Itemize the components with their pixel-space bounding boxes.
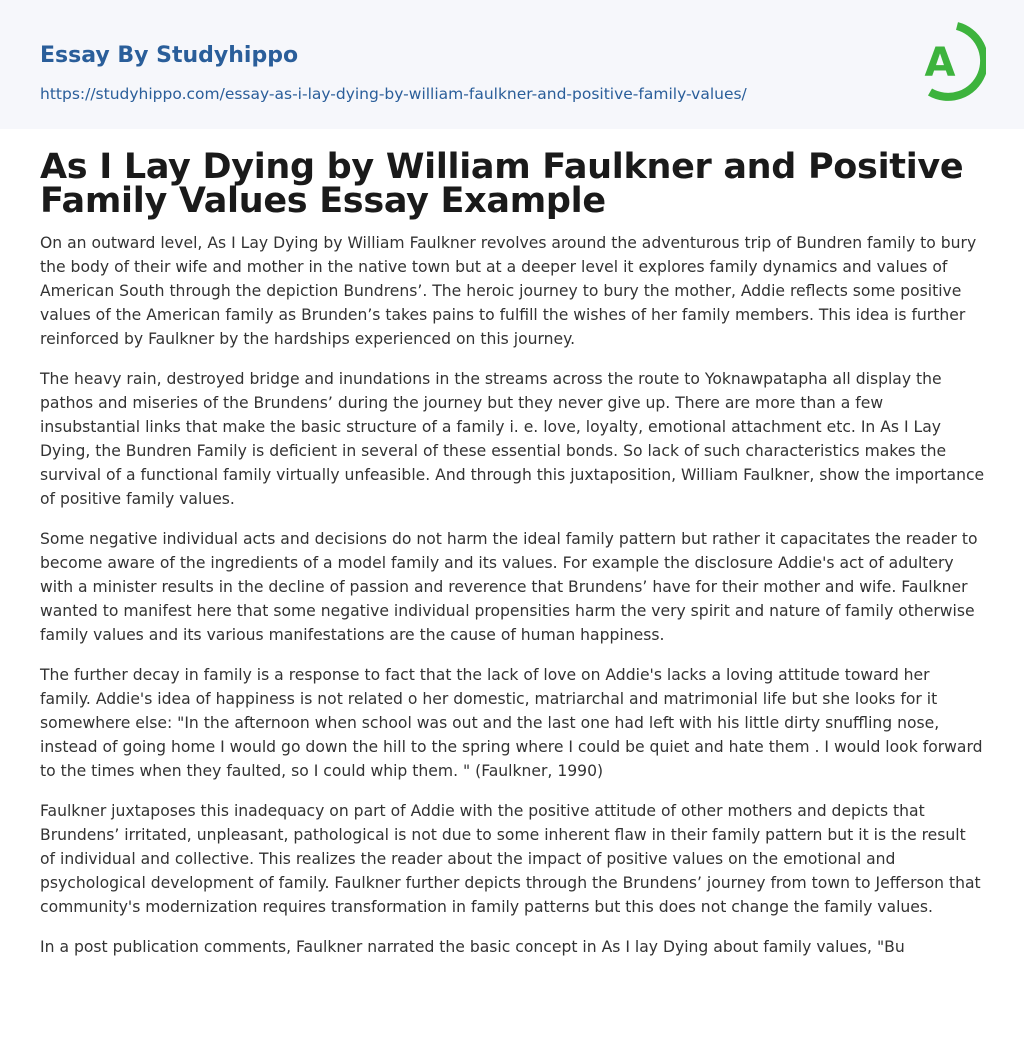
article-paragraph: On an outward level, As I Lay Dying by William Faulkner revolves around the adventurous trip of Bundren family to bury the body of their wife and mother in the native town but at a deeper level it explores family dynamics and values of American South through the depiction Bundrens’. The heroic journey to bury the mother, Addie reflects some positive values of the American family as Brunden’s takes pains to fulfill the wishes of her family members. This idea is further reinforced by Faulkner by the hardships experienced on this journey. xyxy=(40,234,977,348)
article-title: As I Lay Dying by William Faulkner and Positive Family Values Essay Example xyxy=(40,147,964,221)
logo-letter: A xyxy=(924,40,956,86)
article-paragraph: In a post publication comments, Faulkner narrated the basic concept in As I lay Dying about family values, "Bu xyxy=(40,938,905,956)
site-brand[interactable]: Essay By Studyhippo xyxy=(40,43,299,68)
article xyxy=(40,147,985,975)
studyhippo-logo-icon[interactable] xyxy=(912,20,986,104)
site-header xyxy=(0,0,1024,129)
essay-url-link[interactable]: https://studyhippo.com/essay-as-i-lay-dying-by-william-faulkner-and-positive-family-values/ xyxy=(40,85,747,103)
article-paragraph: Some negative individual acts and decisions do not harm the ideal family pattern but rather it capacitates the reader to become aware of the ingredients of a model family and its values. For example the disclosure Addie's act of adultery with a minister results in the decline of passion and reverence that Brundens’ have for their mother and wife. Faulkner wanted to manifest here that some negative individual propensities harm the very spirit and nature of family otherwise family values and its various manifestations are the cause of human happiness. xyxy=(40,530,978,644)
article-paragraph: The heavy rain, destroyed bridge and inundations in the streams across the route to Yoknawpatapha all display the pathos and miseries of the Brundens’ during the journey but they never give up. There are more than a few insubstantial links that make the basic structure of a family i. e. love, loyalty, emotional attachment etc. In As I Lay Dying, the Bundren Family is deficient in several of these essential bonds. So lack of such characteristics makes the survival of a functional family virtually unfeasible. And through this juxtaposition, William Faulkner, show the importance of positive family values. xyxy=(40,370,985,508)
article-paragraph: Faulkner juxtaposes this inadequacy on part of Addie with the positive attitude of other mothers and depicts that Brundens’ irritated, unpleasant, pathological is not due to some inherent flaw in their family pattern but it is the result of individual and collective. This realizes the reader about the impact of positive values on the emotional and psychological development of family. Faulkner further depicts through the Brundens’ journey from town to Jefferson that community's modernization requires transformation in family patterns but this does not change the family values. xyxy=(40,802,981,916)
article-paragraph: The further decay in family is a response to fact that the lack of love on Addie's lacks a loving attitude toward her family. Addie's idea of happiness is not related o her domestic, matriarchal and matrimonial life but she looks for it somewhere else: "In the afternoon when school was out and the last one had left with his little dirty snuffling nose, instead of going home I would go down the hill to the spring where I could be quiet and hate them . I would look forward to the times when they faulted, so I could whip them. " (Faulkner, 1990) xyxy=(40,666,983,780)
